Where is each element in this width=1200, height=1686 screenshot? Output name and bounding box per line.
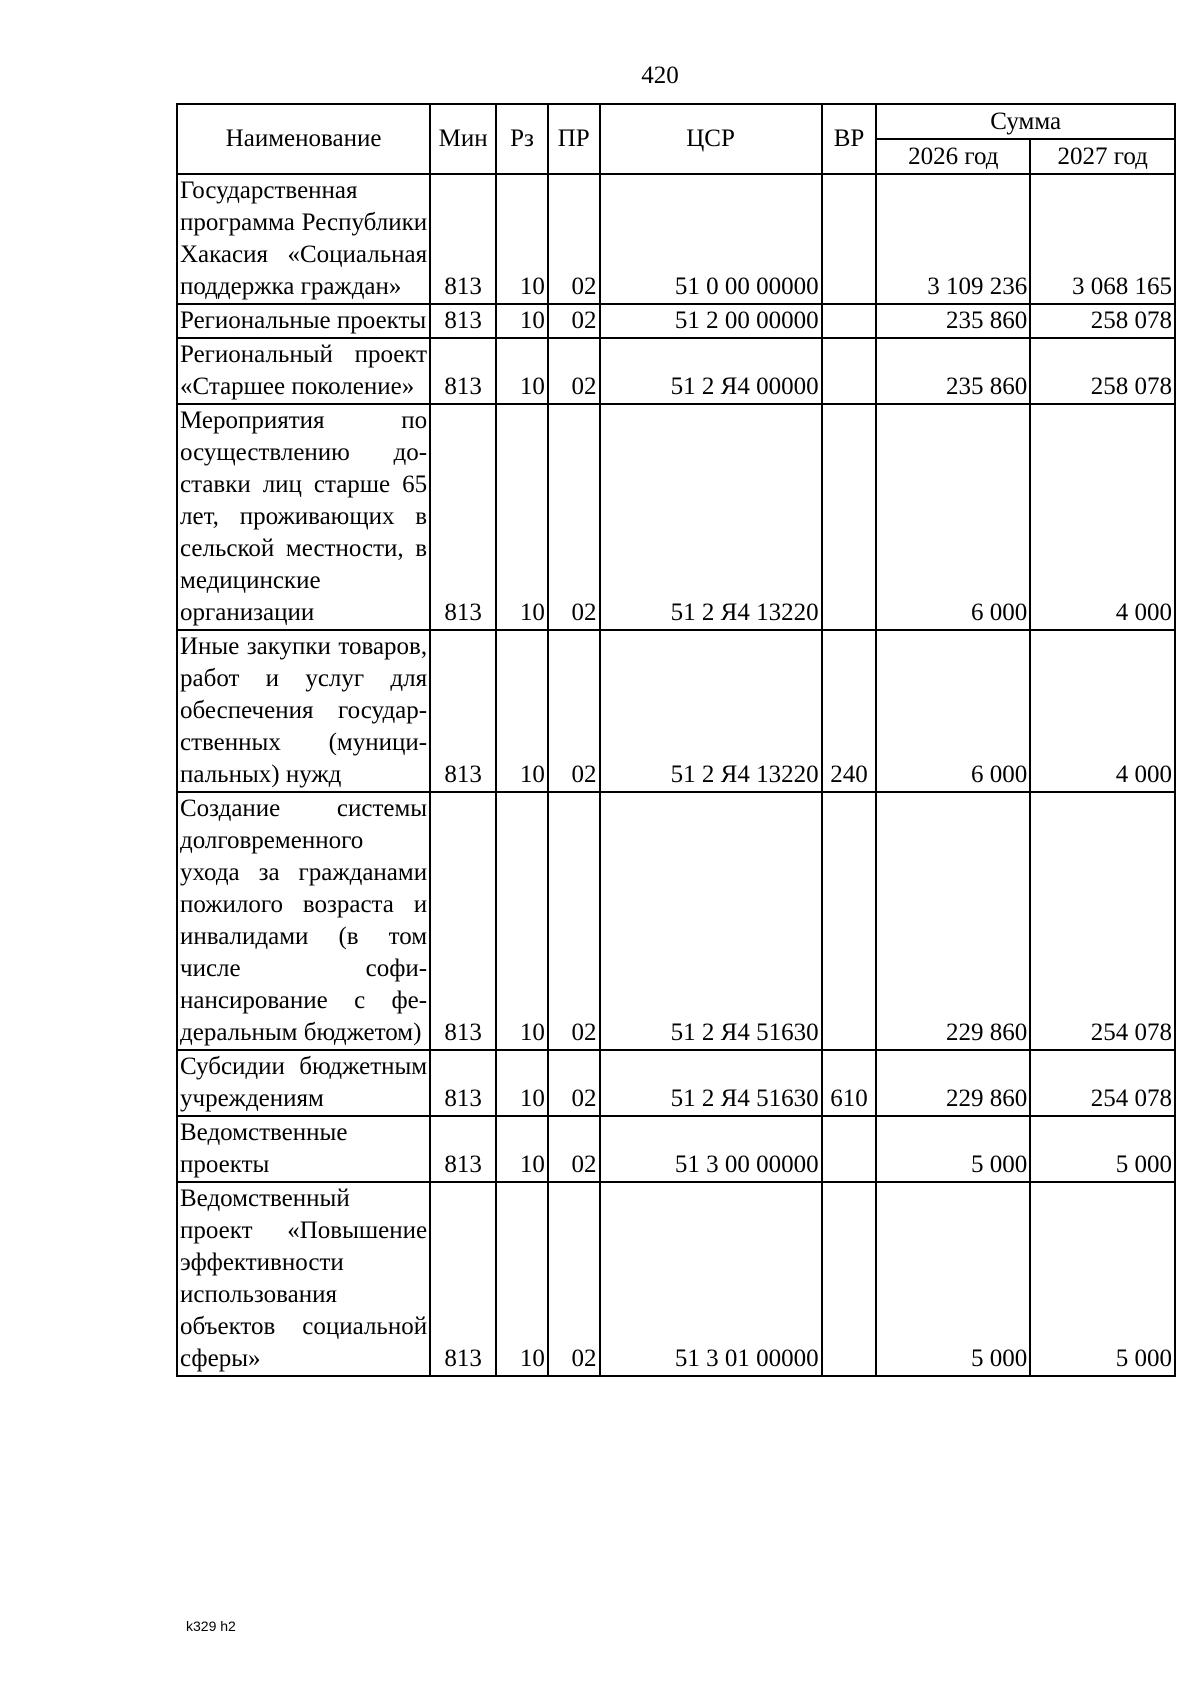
cell-csr: 51 2 Я4 51630 [600, 1050, 822, 1116]
table-row [177, 174, 1175, 304]
cell-sum-2026: 3 109 236 [876, 174, 1030, 304]
cell-sum-2026: 229 860 [876, 1050, 1030, 1116]
cell-csr: 51 3 00 00000 [600, 1116, 822, 1182]
cell-min: 813 [430, 1182, 496, 1376]
cell-vr: 240 [822, 630, 877, 792]
cell-pr: 02 [548, 404, 600, 630]
cell-sum-2026: 235 860 [876, 304, 1030, 338]
cell-name: Государственная программа Республики Хакасия «Социальная поддержка граждан» [177, 174, 430, 304]
cell-pr: 02 [548, 1182, 600, 1376]
cell-min: 813 [430, 1050, 496, 1116]
table-row [177, 1050, 1175, 1116]
cell-sum-2027: 258 078 [1030, 304, 1175, 338]
cell-pr: 02 [548, 792, 600, 1050]
cell-sum-2027: 254 078 [1030, 792, 1175, 1050]
header-name: Наименование [177, 104, 430, 174]
cell-name: Иные закупки товаров, работ и услуг для обеспечения государственных (муниципальных) нужд [177, 630, 430, 792]
cell-sum-2027: 5 000 [1030, 1182, 1175, 1376]
cell-min: 813 [430, 304, 496, 338]
cell-pr: 02 [548, 174, 600, 304]
cell-pr: 02 [548, 1116, 600, 1182]
cell-vr [822, 404, 877, 630]
cell-vr [822, 174, 877, 304]
header-vr: ВР [822, 104, 877, 174]
page-number: 420 [641, 62, 679, 89]
cell-vr [822, 1116, 877, 1182]
header-pr: ПР [548, 104, 600, 174]
cell-vr [822, 304, 877, 338]
cell-csr: 51 3 01 00000 [600, 1182, 822, 1376]
cell-sum-2027: 4 000 [1030, 630, 1175, 792]
cell-min: 813 [430, 174, 496, 304]
cell-rz: 10 [496, 1050, 548, 1116]
cell-min: 813 [430, 630, 496, 792]
cell-min: 813 [430, 792, 496, 1050]
cell-rz: 10 [496, 304, 548, 338]
cell-name: Мероприятия по осуществлению доставки лиц старше 65 лет, проживающих в сельской местности, в медицинские организации [177, 404, 430, 630]
cell-csr: 51 2 00 00000 [600, 304, 822, 338]
cell-min: 813 [430, 404, 496, 630]
table-row [177, 1116, 1175, 1182]
footer-code: k329 h2 [186, 1618, 236, 1634]
cell-name: Субсидии бюджетным учреждениям [177, 1050, 430, 1116]
cell-rz: 10 [496, 404, 548, 630]
table-row [177, 404, 1175, 630]
header-year-2026: 2026 год [876, 139, 1030, 174]
cell-sum-2027: 258 078 [1030, 338, 1175, 404]
header-csr: ЦСР [600, 104, 822, 174]
header-sum: Сумма [876, 104, 1175, 139]
cell-sum-2026: 235 860 [876, 338, 1030, 404]
cell-sum-2026: 6 000 [876, 630, 1030, 792]
cell-vr [822, 1182, 877, 1376]
cell-rz: 10 [496, 792, 548, 1050]
cell-min: 813 [430, 1116, 496, 1182]
cell-rz: 10 [496, 1182, 548, 1376]
cell-pr: 02 [548, 1050, 600, 1116]
table-row [177, 792, 1175, 1050]
cell-name: Региональные проекты [177, 304, 430, 338]
cell-rz: 10 [496, 338, 548, 404]
cell-name: Создание системы долговременного ухода за гражданами пожилого возраста и инвалидами (в том числе софинансирование с федеральным бюджетом) [177, 792, 430, 1050]
budget-table [176, 103, 1176, 1377]
cell-name: Ведомственные проекты [177, 1116, 430, 1182]
cell-rz: 10 [496, 1116, 548, 1182]
table-row [177, 304, 1175, 338]
cell-sum-2026: 5 000 [876, 1182, 1030, 1376]
cell-sum-2027: 5 000 [1030, 1116, 1175, 1182]
cell-pr: 02 [548, 630, 600, 792]
cell-csr: 51 2 Я4 13220 [600, 404, 822, 630]
cell-sum-2026: 229 860 [876, 792, 1030, 1050]
table-row [177, 1182, 1175, 1376]
cell-rz: 10 [496, 630, 548, 792]
cell-pr: 02 [548, 304, 600, 338]
cell-sum-2026: 6 000 [876, 404, 1030, 630]
table-body [177, 174, 1175, 1376]
cell-pr: 02 [548, 338, 600, 404]
cell-vr [822, 338, 877, 404]
cell-sum-2026: 5 000 [876, 1116, 1030, 1182]
table-row [177, 338, 1175, 404]
header-year-2027: 2027 год [1030, 139, 1175, 174]
cell-csr: 51 2 Я4 51630 [600, 792, 822, 1050]
cell-csr: 51 2 Я4 00000 [600, 338, 822, 404]
cell-vr: 610 [822, 1050, 877, 1116]
cell-name: Ведомственный проект «Повышение эффективности использования объектов социальной сферы» [177, 1182, 430, 1376]
cell-min: 813 [430, 338, 496, 404]
cell-sum-2027: 3 068 165 [1030, 174, 1175, 304]
table-row [177, 630, 1175, 792]
cell-sum-2027: 4 000 [1030, 404, 1175, 630]
header-rz: Рз [496, 104, 548, 174]
cell-name: Региональный проект «Старшее поколение» [177, 338, 430, 404]
cell-rz: 10 [496, 174, 548, 304]
cell-csr: 51 2 Я4 13220 [600, 630, 822, 792]
header-min: Мин [430, 104, 496, 174]
cell-vr [822, 792, 877, 1050]
cell-csr: 51 0 00 00000 [600, 174, 822, 304]
cell-sum-2027: 254 078 [1030, 1050, 1175, 1116]
